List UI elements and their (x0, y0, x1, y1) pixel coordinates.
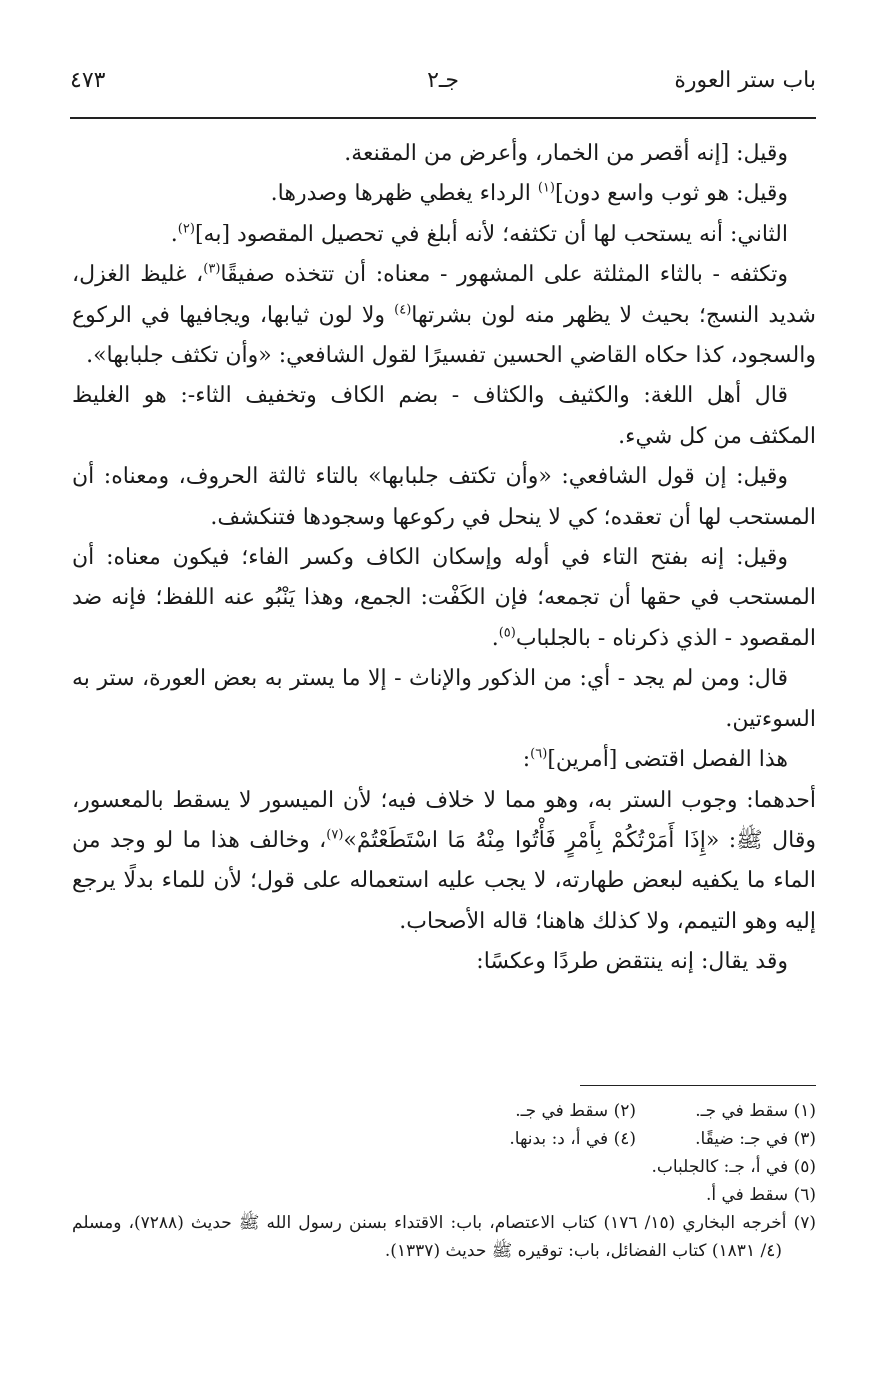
footnote-ref-5[interactable]: (٥) (498, 625, 516, 641)
footnote-ref-1[interactable]: (١) (537, 181, 555, 197)
footnote-ref-6[interactable]: (٦) (530, 746, 548, 762)
footnote-row (72, 1125, 816, 1153)
paragraph-7: وقيل: إنه بفتح التاء في أوله وإسكان الكاف وكسر الفاء؛ فيكون معناه: أن المستحب في حقها أن تجمعه؛ فإن الكَفْت: الجمع، وهذا يَنْبُو عنه اللفظ؛ فإنه ضد المقصود - الذي ذكرناه - بالجلباب$^{(٥)}$. (72, 545, 816, 651)
paragraph-9: هذا الفصل اقتضى [أمرين]$^{(٦)}$: (522, 746, 788, 773)
footnote-ref-2[interactable]: (٢) (177, 221, 195, 237)
paragraph-8: قال: ومن لم يجد - أي: من الذكور والإناث - إلا ما يستر به بعض العورة، ستر به السوءتين. (72, 666, 816, 732)
footnote-row (72, 1097, 816, 1125)
paragraph-6: وقيل: إن قول الشافعي: «وأن تكتف جلبابها» بالتاء ثالثة الحروف، ومعناه: أن المستحب لها أن تعقده؛ كي لا ينحل في ركوعها وسجودها فتنكشف. (72, 464, 816, 530)
footnote-separator (580, 1085, 816, 1086)
header-rule (70, 117, 816, 119)
main-text (72, 134, 816, 983)
paragraph-10: أحدهما: وجوب الستر به، وهو مما لا خلاف فيه؛ لأن الميسور لا يسقط بالمعسور، وقال ﷺ: «إِذَا أَمَرْتُكُمْ بِأَمْرٍ فَأْتُوا مِنْهُ مَا اسْتَطَعْتُمْ»$^{(٧)}$، وخالف هذا ما لو وجد من الماء ما يكفيه لبعض طهارته، لا يجب عليه استعماله على قول؛ لأن للماء بدلًا يرجع إليه وهو التيمم، ولا كذلك هاهنا؛ قاله الأصحاب. (72, 787, 816, 934)
paragraph-5: قال أهل اللغة: والكثيف والكثاف - بضم الكاف وتخفيف الثاء-: هو الغليظ المكثف من كل شيء. (72, 383, 816, 449)
footnote-1: (١) سقط في جـ. (695, 1101, 816, 1121)
page-header (70, 62, 816, 102)
page-number: ٤٧٣ (70, 68, 106, 93)
footnote-7: (٧) أخرجه البخاري (١٥/ ١٧٦) كتاب الاعتصام، باب: الاقتداء بسنن رسول الله ﷺ حديث (٧٢٨٨)، ومسلم (٤/ ١٨٣١) كتاب الفضائل، باب: توقيره ﷺ حديث (١٣٣٧). (72, 1213, 816, 1261)
paragraph-2: وقيل: هو ثوب واسع دون]$^{(١)}$ الرداء يغطي ظهرها وصدرها. (270, 181, 788, 207)
paragraph-1: وقيل: [إنه أقصر من الخمار، وأعرض من المقنعة. (344, 141, 788, 166)
footnotes (72, 1097, 816, 1265)
footnote-5: (٥) في أ، جـ: كالجلباب. (651, 1157, 816, 1177)
footnote-6: (٦) سقط في أ. (705, 1185, 816, 1205)
footnote-3: (٣) في جـ: ضيقًا. (695, 1129, 816, 1149)
chapter-title: باب ستر العورة (674, 68, 816, 93)
paragraph-4: وتكثفه - بالثاء المثلثة على المشهور - معناه: أن تتخذه صفيقًا$^{(٣)}$، غليظ الغزل، شديد النسج؛ بحيث لا يظهر منه لون بشرتها$^{(٤)}$ ولا لون ثيابها، ويجافيها في الركوع والسجود، كذا حكاه القاضي الحسين تفسيرًا لقول الشافعي: «وأن تكثف جلبابها». (72, 261, 816, 369)
footnote-4: (٤) في أ، د: بدنها. (509, 1129, 636, 1149)
footnote-ref-4[interactable]: (٤) (394, 302, 412, 318)
paragraph-3: الثاني: أنه يستحب لها أن تكثفه؛ لأنه أبلغ في تحصيل المقصود [به]$^{(٢)}$. (170, 221, 788, 247)
paragraph-11: وقد يقال: إنه ينتقض طردًا وعكسًا: (476, 949, 788, 975)
footnote-ref-3[interactable]: (٣) (203, 261, 221, 277)
volume-label: جـ٢ (427, 68, 459, 93)
footnote-2: (٢) سقط في جـ. (515, 1101, 636, 1121)
footnote-ref-7[interactable]: (٧) (326, 827, 344, 843)
